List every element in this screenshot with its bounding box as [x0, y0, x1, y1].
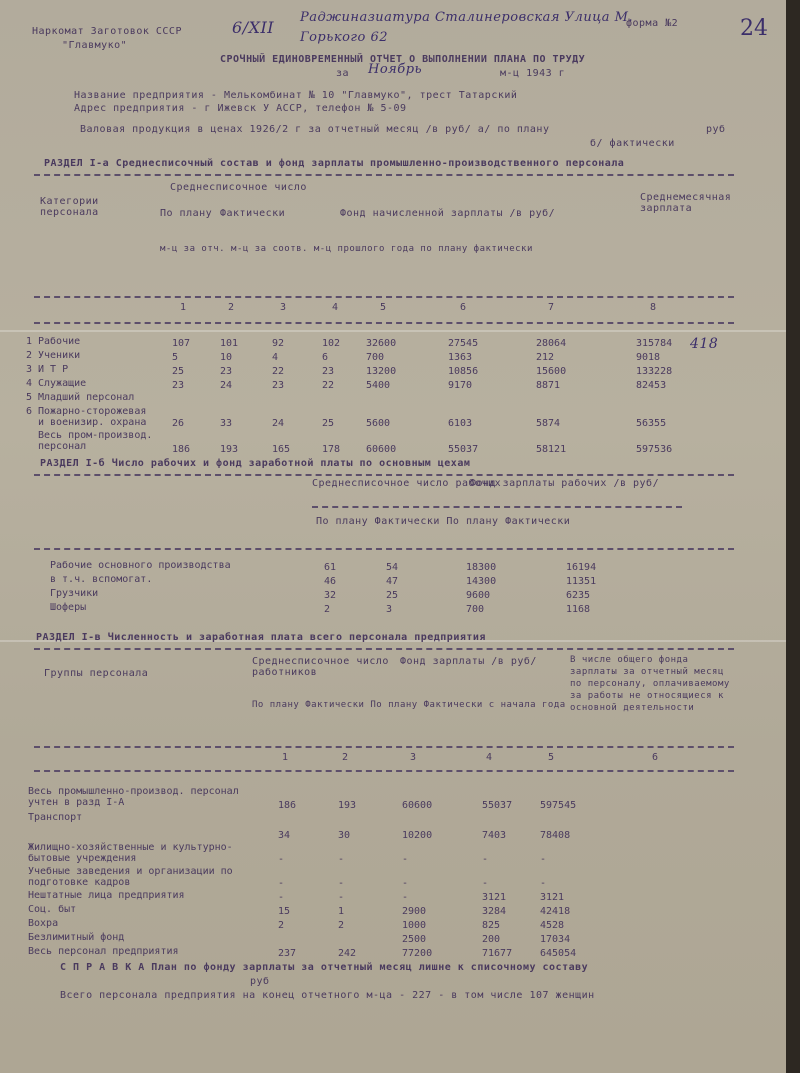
section2-head-avg: Среднесписочное число рабочих [312, 478, 502, 489]
row-label: Нештатные лица предприятия [28, 890, 185, 901]
table-cell: 3284 [482, 906, 507, 917]
table-cell: 1363 [448, 352, 473, 363]
row-number: 4 [26, 378, 33, 389]
row-label: Весь персонал предприятия [28, 946, 179, 957]
table-cell: - [338, 892, 345, 903]
table-cell: 5874 [536, 418, 561, 429]
row-number: 5 [26, 392, 33, 403]
table-cell: 597536 [636, 444, 673, 455]
margin-note: 418 [690, 336, 719, 352]
table-cell: 34 [278, 830, 291, 841]
table-cell: 32600 [366, 338, 397, 349]
divider [34, 548, 734, 550]
table-cell: 1 [338, 906, 345, 917]
table-cell: 5600 [366, 418, 391, 429]
table-cell: 14300 [466, 576, 497, 587]
section3-col-numbers: 1 2 3 4 5 6 [282, 752, 659, 763]
table-cell: 186 [278, 800, 297, 811]
period-month: Ноябрь [368, 62, 423, 77]
section3-head-avg: Среднесписочное число работников [252, 656, 389, 678]
table-cell: 237 [278, 948, 297, 959]
section1-head-avg: Среднесписочное число [170, 182, 307, 193]
divider [34, 474, 734, 476]
table-cell: 15600 [536, 366, 567, 377]
table-cell: 4 [272, 352, 279, 363]
table-cell: 3121 [540, 892, 565, 903]
table-cell: 25 [322, 418, 335, 429]
section1-head-category: Категории персонала [40, 196, 99, 218]
table-cell: 133228 [636, 366, 673, 377]
table-row [0, 588, 800, 602]
table-cell: 28064 [536, 338, 567, 349]
table-cell: 3121 [482, 892, 507, 903]
table-cell: 54 [386, 562, 399, 573]
section1-title: РАЗДЕЛ I-а Среднесписочный состав и фонд зарплаты промышленно-производственного персонала [44, 158, 625, 169]
table-row [0, 842, 800, 866]
table-cell: 10200 [402, 830, 433, 841]
table-cell: 1168 [566, 604, 591, 615]
ministry: Наркомат Заготовок СССР [32, 26, 182, 37]
section3-head-sub: По плану Фактически По плану Фактически с начала года [252, 700, 566, 710]
row-label: Весь промышленно-производ. персонал учтен в разд I-А [28, 786, 239, 808]
page-number: 24 [740, 16, 768, 41]
table-cell: 47 [386, 576, 399, 587]
table-cell: 315784 [636, 338, 673, 349]
period-year: м-ц 1943 г [500, 68, 566, 79]
table-cell: 2 [278, 920, 285, 931]
table-cell: 78408 [540, 830, 571, 841]
table-cell: - [540, 878, 547, 889]
table-cell: 13200 [366, 366, 397, 377]
spravka-rub: руб [250, 976, 270, 987]
table-cell: 24 [272, 418, 285, 429]
table-cell: 25 [172, 366, 185, 377]
table-row [0, 364, 800, 378]
handwritten-date: 6/XII [232, 18, 275, 37]
table-cell: 2500 [402, 934, 427, 945]
table-cell: 42418 [540, 906, 571, 917]
table-cell: 23 [220, 366, 233, 377]
table-cell: 77200 [402, 948, 433, 959]
table-cell: 55037 [482, 800, 513, 811]
table-cell: 92 [272, 338, 285, 349]
table-cell: 71677 [482, 948, 513, 959]
handwritten-address: Раджиназиатура Сталинеровская Улица М. Горького 62 [300, 10, 634, 45]
table-cell: 56355 [636, 418, 667, 429]
table-cell: 33 [220, 418, 233, 429]
table-cell: 61 [324, 562, 337, 573]
table-row [0, 378, 800, 392]
table-cell: 9018 [636, 352, 661, 363]
table-row [0, 812, 800, 842]
table-cell: 46 [324, 576, 337, 587]
table-cell: 193 [338, 800, 357, 811]
table-cell: 3 [386, 604, 393, 615]
table-cell: 5 [172, 352, 179, 363]
table-cell: 58121 [536, 444, 567, 455]
table-cell: 26 [172, 418, 185, 429]
table-cell: 186 [172, 444, 191, 455]
table-cell: 16194 [566, 562, 597, 573]
table-row [0, 932, 800, 946]
spravka: С П Р А В К А План по фонду зарплаты за отчетный месяц лишне к списочному составу [60, 962, 589, 973]
row-number: 2 [26, 350, 33, 361]
table-cell: 23 [272, 380, 285, 391]
table-cell: 193 [220, 444, 239, 455]
section2-head-fund: Фонд зарплаты рабочих /в руб/ [470, 478, 660, 489]
table-cell: 2900 [402, 906, 427, 917]
table-cell: - [338, 854, 345, 865]
enterprise-name: Название предприятия - Мелькомбинат № 10 "Главмуко", трест Татарский [74, 90, 518, 101]
table-cell: 825 [482, 920, 501, 931]
table-cell: 25 [386, 590, 399, 601]
table-cell: 23 [172, 380, 185, 391]
divider [312, 506, 682, 508]
divider [34, 322, 734, 324]
table-cell: - [402, 854, 409, 865]
section3-head-extra: В числе общего фонда зарплаты за отчетный месяц по персоналу, оплачиваемому за работы не относящиеся к основной деятельности [570, 655, 730, 713]
row-label: И Т Р [38, 364, 69, 375]
org: "Главмуко" [62, 40, 128, 51]
table-row [0, 946, 800, 960]
table-cell: 32 [324, 590, 337, 601]
table-cell: 55037 [448, 444, 479, 455]
table-cell: 18300 [466, 562, 497, 573]
divider [34, 770, 734, 772]
divider [34, 648, 734, 650]
table-cell: 101 [220, 338, 239, 349]
output-unit: руб [706, 124, 726, 135]
table-cell: 700 [466, 604, 485, 615]
section3-head-fund: Фонд зарплаты /в руб/ [400, 656, 537, 667]
table-cell: 10 [220, 352, 233, 363]
row-label: Шоферы [50, 602, 87, 613]
row-label: Ученики [38, 350, 81, 361]
table-cell: 8871 [536, 380, 561, 391]
table-cell: 2 [338, 920, 345, 931]
section3-title: РАЗДЕЛ I-в Численность и заработная плата всего персонала предприятия [36, 632, 486, 643]
divider [34, 174, 734, 176]
table-cell: 1000 [402, 920, 427, 931]
table-row [0, 336, 800, 350]
table-cell: 17034 [540, 934, 571, 945]
row-label: Грузчики [50, 588, 99, 599]
table-row [0, 890, 800, 904]
table-cell: 30 [338, 830, 351, 841]
table-cell: 24 [220, 380, 233, 391]
table-cell: - [402, 878, 409, 889]
row-number: 1 [26, 336, 33, 347]
table-row [0, 786, 800, 812]
table-cell: 597545 [540, 800, 577, 811]
table-cell: 9170 [448, 380, 473, 391]
table-cell: 9600 [466, 590, 491, 601]
table-cell: 22 [322, 380, 335, 391]
paper-fold [0, 330, 800, 332]
table-cell: 178 [322, 444, 341, 455]
section1-head-avgwage: Среднемесячная зарплата [640, 192, 732, 214]
row-label: Вохра [28, 918, 59, 929]
enterprise-address: Адрес предприятия - г Ижевск У АССР, телефон № 5-09 [74, 103, 407, 114]
table-cell: 60600 [402, 800, 433, 811]
row-label: Безлимитный фонд [28, 932, 125, 943]
table-cell: 22 [272, 366, 285, 377]
section2-head-sub: По плану Фактически По плану Фактически [316, 516, 571, 527]
section2-title: РАЗДЕЛ I-б Число рабочих и фонд заработной платы по основным цехам [40, 458, 471, 469]
table-cell: 11351 [566, 576, 597, 587]
section1-col-numbers: 1 2 3 4 5 6 7 8 [180, 302, 657, 313]
row-label: Жилищно-хозяйственные и культурно-бытовые учреждения [28, 842, 233, 864]
table-cell: 82453 [636, 380, 667, 391]
table-row [0, 350, 800, 364]
table-cell: 4528 [540, 920, 565, 931]
table-cell: 6 [322, 352, 329, 363]
total-staff-line: Всего персонала предприятия на конец отчетного м-ца - 227 - в том числе 107 женщин [60, 990, 595, 1001]
table-cell: - [482, 878, 489, 889]
table-row [0, 866, 800, 890]
output-plan: Валовая продукция в ценах 1926/2 г за отчетный месяц /в руб/ а/ по плану [80, 124, 550, 135]
table-cell: 2 [324, 604, 331, 615]
report-title: СРОЧНЫЙ ЕДИНОВРЕМЕННЫЙ ОТЧЕТ О ВЫПОЛНЕНИИ ПЛАНА ПО ТРУДУ [220, 54, 586, 65]
row-label: Учебные заведения и организации по подготовке кадров [28, 866, 233, 888]
row-label: Соц. быт [28, 904, 77, 915]
table-cell: 27545 [448, 338, 479, 349]
table-row [0, 904, 800, 918]
section3-head-group: Группы персонала [44, 668, 149, 679]
table-cell: - [540, 854, 547, 865]
table-cell: 15 [278, 906, 291, 917]
section1-head-sub: м-ц за отч. м-ц за соотв. м-ц прошлого года по плану фактически [160, 244, 533, 254]
table-cell: 165 [272, 444, 291, 455]
table-cell: 212 [536, 352, 555, 363]
form-number: форма №2 [626, 18, 679, 29]
section1-head-fund: Фонд начисленной зарплаты /в руб/ [340, 208, 556, 219]
row-number: 3 [26, 364, 33, 375]
row-label: Пожарно-сторожевая и военизир. охрана [38, 406, 147, 428]
table-row [0, 406, 800, 430]
table-cell: 645054 [540, 948, 577, 959]
divider [34, 296, 734, 298]
table-row [0, 602, 800, 616]
table-cell: 5400 [366, 380, 391, 391]
table-row [0, 560, 800, 574]
row-label: Весь пром-производ. персонал [38, 430, 153, 452]
section1-head-plan: По плану [160, 208, 213, 219]
table-cell: 23 [322, 366, 335, 377]
row-label: Рабочие основного производства [50, 560, 231, 571]
row-label: Рабочие [38, 336, 81, 347]
row-label: Транспорт [28, 812, 83, 823]
table-cell: - [482, 854, 489, 865]
table-cell: - [402, 892, 409, 903]
table-row [0, 918, 800, 932]
row-label: в т.ч. вспомогат. [50, 574, 153, 585]
divider [34, 746, 734, 748]
table-cell: - [278, 892, 285, 903]
table-cell: 700 [366, 352, 385, 363]
section1-head-fact: Фактически [220, 208, 286, 219]
table-cell: - [278, 854, 285, 865]
table-cell: 60600 [366, 444, 397, 455]
table-cell: - [278, 878, 285, 889]
row-label: Служащие [38, 378, 87, 389]
output-fact: б/ фактически [590, 138, 675, 149]
table-row [0, 574, 800, 588]
table-cell: 6103 [448, 418, 473, 429]
row-number: 6 [26, 406, 33, 417]
row-label: Младший персонал [38, 392, 135, 403]
table-cell: 102 [322, 338, 341, 349]
table-cell: - [338, 878, 345, 889]
table-row [0, 392, 800, 406]
table-cell: 7403 [482, 830, 507, 841]
table-cell: 6235 [566, 590, 591, 601]
table-row [0, 430, 800, 456]
table-cell: 10856 [448, 366, 479, 377]
period-prefix: за [336, 68, 350, 79]
table-cell: 200 [482, 934, 501, 945]
table-cell: 107 [172, 338, 191, 349]
table-cell: 242 [338, 948, 357, 959]
